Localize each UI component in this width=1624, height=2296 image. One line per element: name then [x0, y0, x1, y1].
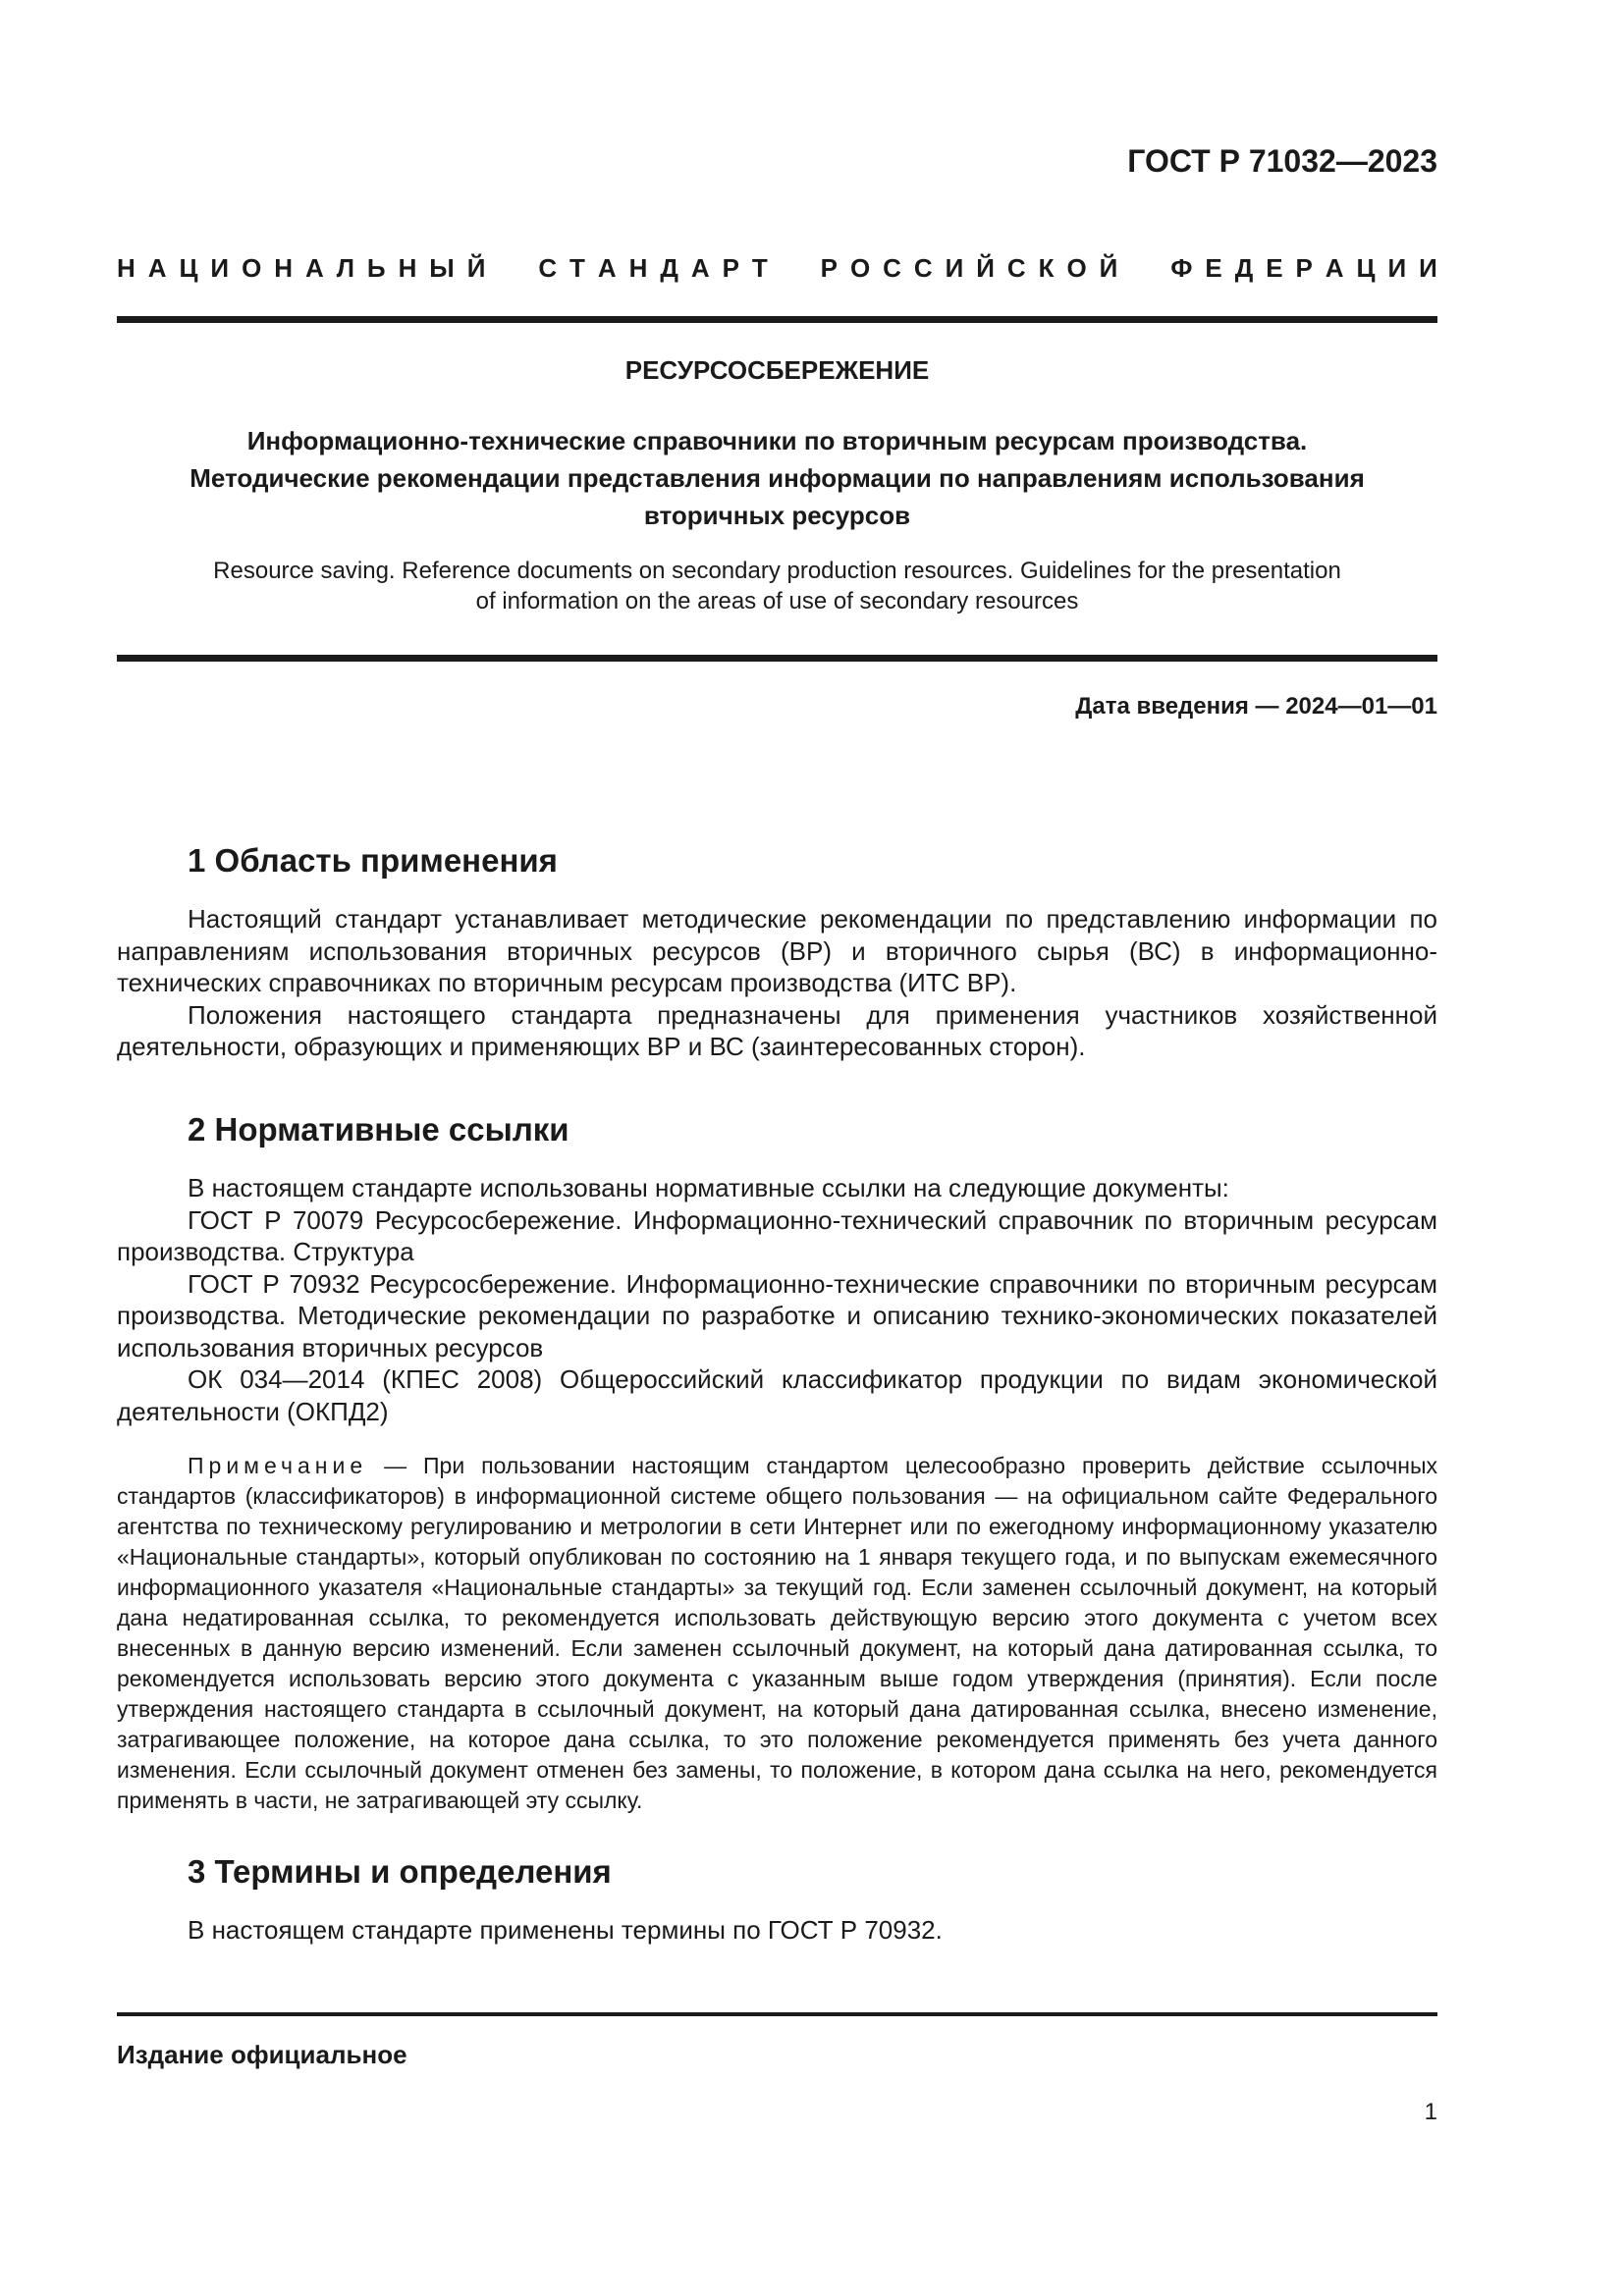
header-rule — [117, 316, 1437, 323]
reference-item: ГОСТ Р 70932 Ресурсосбережение. Информационно-технические справочники по вторичным ресурсам производства. Методические рекомендации по разработке и описанию технико-экономических показателей использования вторичных ресурсов — [117, 1268, 1437, 1362]
document-page — [117, 0, 1437, 2296]
section-heading-scope: 1 Область применения — [188, 842, 558, 879]
russian-title — [117, 422, 1437, 534]
section-heading-terms: 3 Термины и определения — [188, 1853, 612, 1890]
subject-heading: РЕСУРСОСБЕРЕЖЕНИЕ — [624, 355, 930, 385]
reference-item: ОК 034—2014 (КПЕС 2008) Общероссийский классификатор продукции по видам экономической деятельности (ОКПД2) — [117, 1364, 1437, 1426]
note-text: — При пользовании настоящим стандартом целесообразно проверить действие ссылочных стандартов (классификаторов) в информационной системе общего пользования — на официальном сайте Федерального агентства по техническому регулированию и метрологии в сети Интернет или по ежегодному информационному указателю «Национальные стандарты», который опубликован по состоянию на 1 января текущего года, и по выпускам ежемесячного информационного указателя «Национальные стандарты» за текущий год. Если заменен ссылочный документ, на который дана недатированная ссылка, то рекомендуется использовать действующую версию этого документа с учетом всех внесенных в данную версию изменений. Если заменен ссылочный документ, на который дана датированная ссылка, то рекомендуется использовать версию этого документа с указанным выше годом утверждения (принятия). Если после утверждения настоящего стандарта в ссылочный документ, на который дана датированная ссылка, внесено изменение, затрагивающее положение, на которое дана ссылка, то это положение рекомендуется применять без учета данного изменения. Если ссылочный документ отменен без замены, то положение, в котором дана ссылка на него, рекомендуется применять в части, не затрагивающей эту ссылку. — [117, 1453, 1437, 1813]
title-rule — [117, 655, 1437, 662]
english-title-line: Resource saving. Reference documents on secondary production resources. Guidelines for the presentation — [213, 558, 1341, 584]
reference-note — [117, 1451, 1437, 1816]
section-body-scope — [117, 903, 1437, 1063]
section-body-normative-references — [117, 1172, 1437, 1427]
paragraph: В настоящем стандарте использованы нормативные ссылки на следующие документы: — [188, 1173, 1229, 1202]
russian-title-line: Методические рекомендации представления информации по направлениям использования — [189, 463, 1365, 493]
section-heading-normative-references: 2 Нормативные ссылки — [188, 1111, 569, 1148]
national-standard-banner: Н А Ц И О Н А Л Ь Н Ы Й С Т А Н Д А Р Т Р О С С И Й С К О Й Ф Е Д Е Р А Ц И И — [117, 253, 1437, 283]
paragraph: В настоящем стандарте применены термины по ГОСТ Р 70932. — [188, 1915, 943, 1945]
footer-rule — [117, 2012, 1437, 2016]
introduction-date: Дата введения — 2024—01—01 — [1075, 693, 1437, 720]
page-number: 1 — [1424, 2099, 1437, 2125]
paragraph: Положения настоящего стандарта предназначены для применения участников хозяйственной деятельности, образующих и применяющих ВР и ВС (заинтересованных сторон). — [117, 999, 1437, 1061]
section-body-terms — [117, 1914, 1437, 1947]
english-title-line: of information on the areas of use of secondary resources — [475, 588, 1079, 614]
reference-item: ГОСТ Р 70079 Ресурсосбережение. Информационно-технический справочник по вторичным ресурсам производства. Структура — [117, 1204, 1437, 1266]
paragraph: Настоящий стандарт устанавливает методические рекомендации по представлению информации по направлениям использования вторичных ресурсов (ВР) и вторичного сырья (ВС) в информационно-технических справочниках по вторичным ресурсам производства (ИТС ВР). — [117, 904, 1437, 997]
document-code: ГОСТ Р 71032—2023 — [1127, 143, 1437, 179]
russian-title-line: Информационно-технические справочники по вторичным ресурсам производства. — [246, 426, 1308, 455]
english-title — [117, 556, 1437, 616]
official-edition-label: Издание официальное — [117, 2040, 407, 2069]
russian-title-line: вторичных ресурсов — [643, 501, 911, 530]
note-label: Примечание — [188, 1453, 368, 1478]
